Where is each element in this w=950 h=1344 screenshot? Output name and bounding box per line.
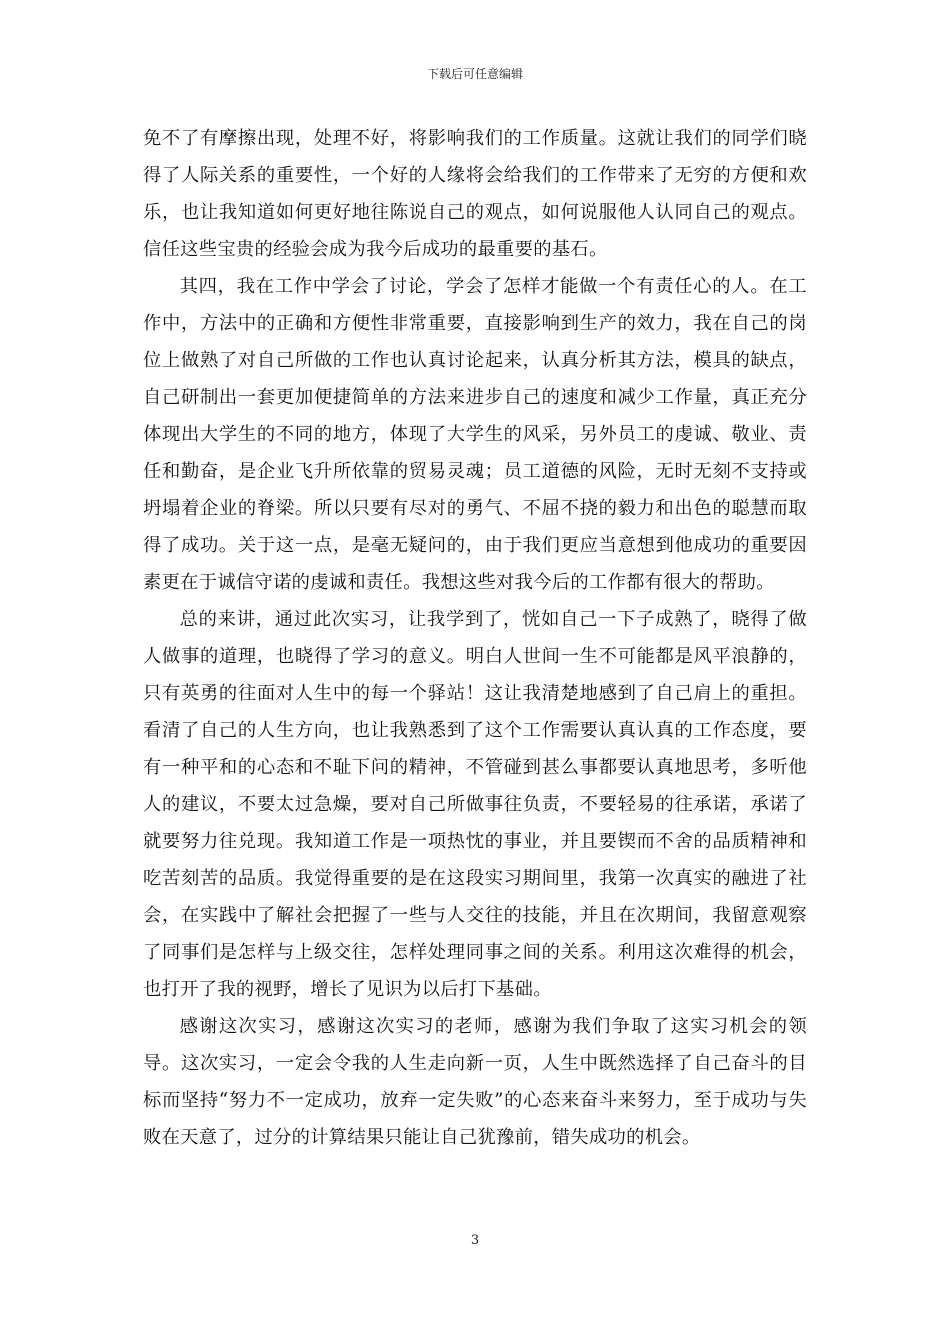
document-body (143, 120, 807, 1156)
paragraph-fourth-point: 其四，我在工作中学会了讨论，学会了怎样才能做一个有责任心的人。在工作中，方法中的正确和方便性非常重要，直接影响到生产的效力，我在自己的岗位上做熟了对自己所做的工作也认真讨论起来，认真分析其方法，模具的缺点，自己研制出一套更加便捷简单的方法来进步自己的速度和减少工作量，真正充分体现出大学生的不同的地方，体现了大学生的风采，另外员工的虔诚、敬业、责任和勤奋，是企业飞升所依靠的贸易灵魂；员工道德的风险，无时无刻不支持或坍塌着企业的脊梁。所以只要有尽对的勇气、不屈不挠的毅力和出色的聪慧而取得了成功。关于这一点，是毫无疑问的，由于我们更应当意想到他成功的重要因素更在于诚信守诺的虔诚和责任。我想这些对我今后的工作都有很大的帮助。 (143, 276, 807, 593)
page-header: 下载后可任意编辑 (426, 67, 523, 81)
paragraph-summary: 总的来讲，通过此次实习，让我学到了，恍如自己一下子成熟了，晓得了做人做事的道理，也晓得了学习的意义。明白人世间一生不可能都是风平浪静的，只有英勇的往面对人生中的每一个驿站！这让我清楚地感到了自己肩上的重担。看清了自己的人生方向，也让我熟悉到了这个工作需要认真认真的工作态度，要有一种平和的心态和不耻下问的精神，不管碰到甚么事都要认真地思考，多听他人的建议，不要太过急燥，要对自己所做事往负责，不要轻易的往承诺，承诺了就要努力往兑现。我知道工作是一项热忱的事业，并且要锲而不舍的品质精神和吃苦刻苦的品质。我觉得重要的是在这段实习期间里，我第一次真实的融进了社会，在实践中了解社会把握了一些与人交往的技能，并且在次期间，我留意观察了同事们是怎样与上级交往，怎样处理同事之间的关系。利用这次难得的机会，也打开了我的视野，增长了见识为以后打下基础。 (143, 609, 807, 1000)
paragraph-continuation: 免不了有摩擦出现，处理不好，将影响我们的工作质量。这就让我们的同学们晓得了人际关系的重要性，一个好的人缘将会给我们的工作带来了无穷的方便和欢乐，也让我知道如何更好地往陈说自己的观点，如何说服他人认同自己的观点。信任这些宝贵的经验会成为我今后成功的最重要的基石。 (143, 128, 807, 260)
page-number: 3 (470, 1233, 480, 1248)
paragraph-thanks: 感谢这次实习，感谢这次实习的老师，感谢为我们争取了这实习机会的领导。这次实习，一定会令我的人生走向新一页，人生中既然选择了自己奋斗的目标而坚持“努力不一定成功，放弃一定失败”的心态来奋斗来努力，至于成功与失败在天意了，过分的计算结果只能让自己犹豫前，错失成功的机会。 (143, 1016, 807, 1148)
